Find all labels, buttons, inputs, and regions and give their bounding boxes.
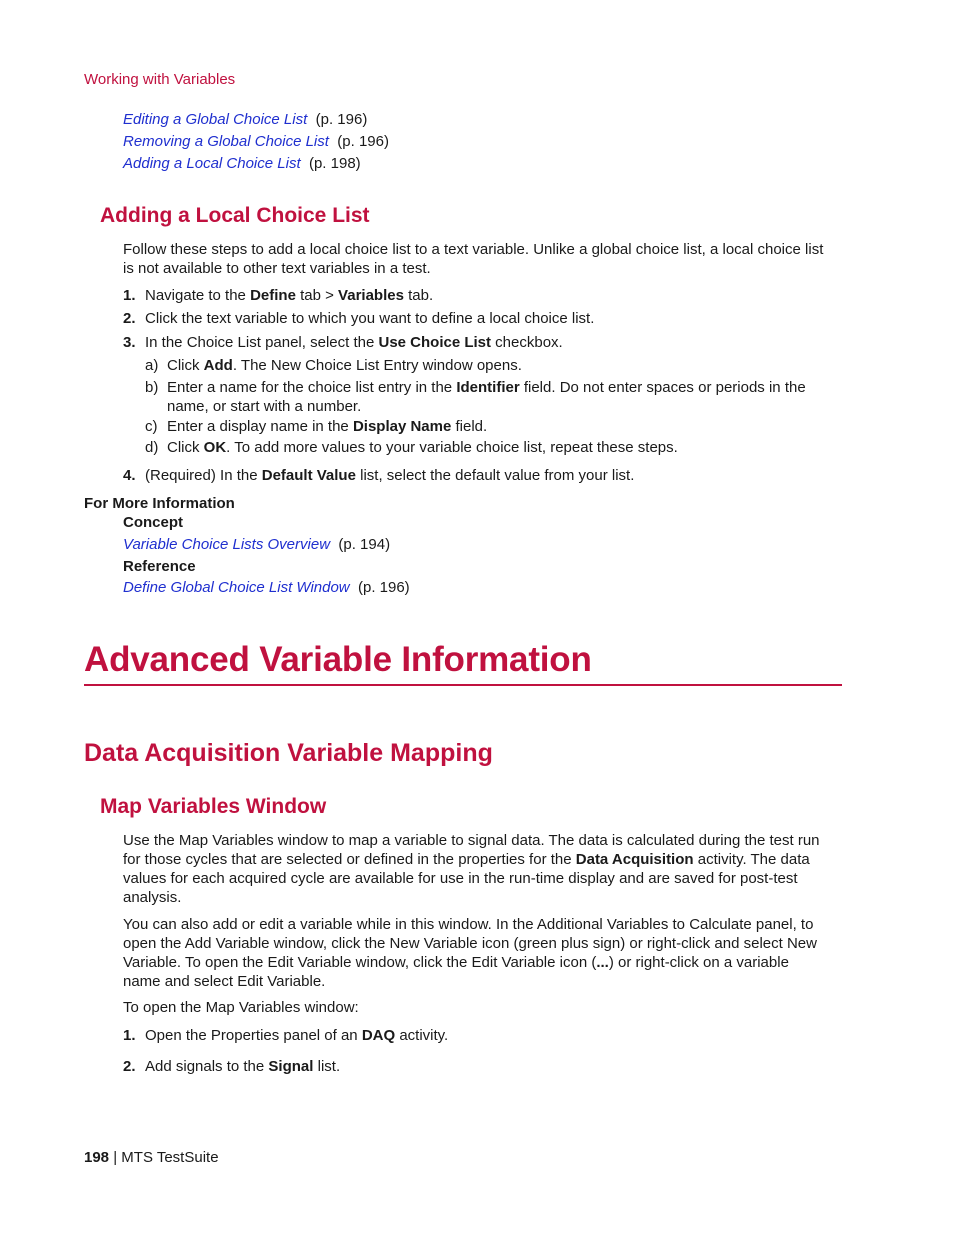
more-info-title: For More Information [84,495,235,512]
concept-label: Concept [123,514,183,531]
chapter-title-rule [84,684,842,686]
footer-product: MTS TestSuite [121,1149,219,1166]
related-link-item [123,133,389,150]
map-paragraph-1: Use the Map Variables window to map a variable to signal data. The data is calculated during the test run for those cycles that are selected or defined in the properties for the Data Acquisition activity. The data values for each acquired cycle are available for use in the run-time display and are saved for post-test analysis. [123,832,820,906]
substep-d: d) Click OK. To add more values to your variable choice list, repeat these steps. [145,439,678,456]
page-reference: (p. 194) [338,536,391,553]
concept-link-item [123,536,390,553]
page-reference: (p. 196) [315,111,368,128]
related-link-item [123,111,367,128]
substep-b: b) Enter a name for the choice list entry in the Identifier field. Do not enter spaces or periods in the name, or start with a number. [145,379,806,415]
page-reference: (p. 196) [357,579,410,596]
paragraph-line: Follow these steps to add a local choice list to a text variable. Unlike a global choice list, a local choice list [123,241,824,258]
reference-link-item [123,579,410,596]
intro-paragraph [123,240,853,278]
section-heading-daq-mapping: Data Acquisition Variable Mapping [84,739,493,767]
reference-link[interactable]: Define Global Choice List Window [123,579,350,596]
related-link[interactable]: Editing a Global Choice List [123,111,308,128]
section-heading-local-choice-list: Adding a Local Choice List [100,204,370,227]
step-4: 4. (Required) In the Default Value list, select the default value from your list. [123,467,635,484]
chapter-title: Advanced Variable Information [84,640,592,679]
substep-a: a) Click Add. The New Choice List Entry window opens. [145,357,522,374]
related-link-item [123,155,361,172]
section-heading-map-variables: Map Variables Window [100,795,327,818]
map-paragraph-3: To open the Map Variables window: [123,999,359,1016]
paragraph-line: is not available to other text variables in a test. [123,260,431,277]
concept-link[interactable]: Variable Choice Lists Overview [123,536,331,553]
substep-c: c) Enter a display name in the Display Name field. [145,418,488,435]
page-number: 198 [84,1149,110,1166]
page-reference: (p. 198) [308,155,361,172]
related-link[interactable]: Removing a Global Choice List [123,133,329,150]
related-link[interactable]: Adding a Local Choice List [123,155,301,172]
page-reference: (p. 196) [337,133,389,150]
reference-label: Reference [123,558,196,575]
step-1: 1. Navigate to the Define tab > Variables tab. [123,287,434,304]
map-step-2: 2. Add signals to the Signal list. [123,1058,341,1075]
map-step-1: 1. Open the Properties panel of an DAQ activity. [123,1027,449,1044]
step-2: 2. Click the text variable to which you want to define a local choice list. [123,310,595,327]
step-3: 3. In the Choice List panel, select the Use Choice List checkbox. [123,334,563,351]
map-paragraph-2: You can also add or edit a variable while in this window. In the Additional Variables to Calculate panel, to open the Add Variable window, click the New Variable icon (green plus sign) or right-click and select New Variable. To open the Edit Variable window, click the Edit Variable icon (...) or right-click on a variable name and select Edit Variable. [123,916,817,990]
footer-separator: | [113,1149,118,1166]
page-footer [84,1149,219,1166]
running-header: Working with Variables [84,71,236,88]
